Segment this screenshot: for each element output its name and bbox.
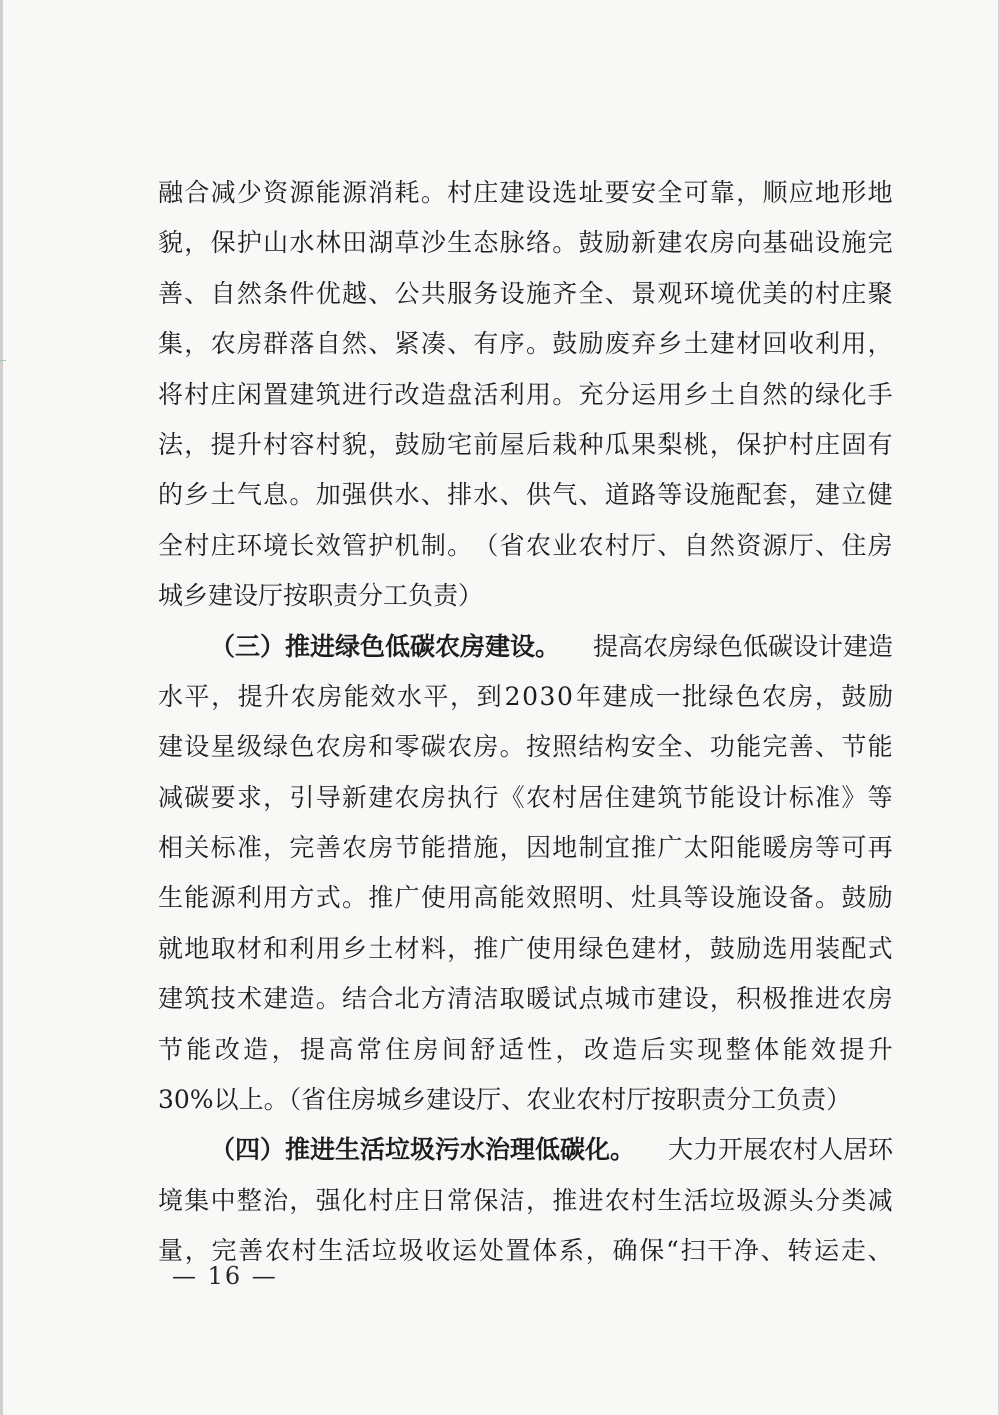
text-line: 减 碳 要 求 ， 引 导 新 建 农 房 执 行 《 农 村 居 住 建 筑 节 能 设 计 标 准 》 等 [158,782,893,812]
text-line: 善 、 自 然 条 件 优 越 、 公 共 服 务 设 施 齐 全 、 景 观 环 境 优 美 的 村 庄 聚 [158,278,893,308]
text-line: 30%以上。（省住房城乡建设厅、农业农村厅按职责分工负责） [158,1085,852,1115]
section-first-rest: 大力开展农村人居环 [667,1135,893,1165]
text-line: 建 筑 技 术 建 造 。 结 合 北 方 清 洁 取 暖 试 点 城 市 建 设 ， 积 极 推 进 农 房 [158,984,893,1014]
text-line: 城乡建设厅按职责分工负责） [158,581,484,611]
text-line: 将 村 庄 闲 置 建 筑 进 行 改 造 盘 活 利 用 。 充 分 运 用 乡 土 自 然 的 绿 化 手 [158,379,893,409]
section-heading-three: （三）推进绿色低碳农房建设。 [210,631,561,661]
section-first-line [158,622,893,672]
text-line: 全 村 庄 环 境 长 效 管 护 机 制 。 （ 省 农 业 农 村 厅 、 自 然 资 源 厅 、 住 房 [158,530,893,560]
text-line: 相 关 标 准 ， 完 善 农 房 节 能 措 施 ， 因 地 制 宜 推 广 太 阳 能 暖 房 等 可 再 [158,833,893,863]
text-line: 建 设 星 级 绿 色 农 房 和 零 碳 农 房 。 按 照 结 构 安 全 、 功 能 完 善 、 节 能 [158,732,893,762]
text-line: 的 乡 土 气 息 。 加 强 供 水 、 排 水 、 供 气 、 道 路 等 设 施 配 套 ， 建 立 健 [158,480,893,510]
text-line: 融 合 减 少 资 源 能 源 消 耗 。 村 庄 建 设 选 址 要 安 全 可 靠 ， 顺 应 地 形 地 [158,178,893,207]
text-line: 法 ， 提 升 村 容 村 貌 ， 鼓 励 宅 前 屋 后 栽 种 瓜 果 梨 桃 ， 保 护 村 庄 固 有 [158,429,893,459]
text-line: 水 平 ， 提 升 农 房 能 效 水 平 ， 到 2 0 3 0 年 建 成 一 批 绿 色 农 房 ， 鼓 励 [158,681,893,711]
text-line: 量 ， 完 善 农 村 生 活 垃 圾 收 运 处 置 体 系 ， 确 保 “ 扫 干 净 、 转 运 走 、 [158,1236,893,1266]
text-line: 生 能 源 利 用 方 式 。 推 广 使 用 高 能 效 照 明 、 灶 具 等 设 施 设 备 。 鼓 励 [158,883,893,913]
page-number: — 16 — [172,1262,278,1290]
text-line: 节 能 改 造 ， 提 高 常 住 房 间 舒 适 性 ， 改 造 后 实 现 整 体 能 效 提 升 [158,1034,893,1064]
text-line: 境 集 中 整 治 ， 强 化 村 庄 日 常 保 洁 ， 推 进 农 村 生 活 垃 圾 源 头 分 类 减 [158,1185,893,1215]
section-first-rest: 提高农房绿色低碳设计建造 [592,631,893,661]
binding-mark [0,360,6,361]
scan-edge-left [0,0,3,1415]
section-first-line [158,1125,893,1175]
text-line: 集 ， 农 房 群 落 自 然 、 紧 凑 、 有 序 。 鼓 励 废 弃 乡 土 建 材 回 收 利 用 ， [158,329,893,359]
section-heading-four: （四）推进生活垃圾污水治理低碳化。 [210,1135,636,1165]
text-line: 就 地 取 材 和 利 用 乡 土 材 料 ， 推 广 使 用 绿 色 建 材 ， 鼓 励 选 用 装 配 式 [158,933,893,963]
body-text [158,168,893,1277]
text-line: 貌 ， 保 护 山 水 林 田 湖 草 沙 生 态 脉 络 。 鼓 励 新 建 农 房 向 基 础 设 施 完 [158,228,893,258]
